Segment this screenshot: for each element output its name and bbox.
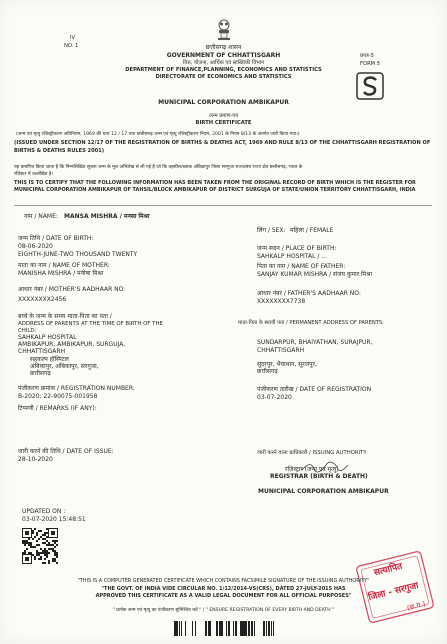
remarks-label: टिप्पणी / REMARKS (IF ANY):: [18, 405, 97, 412]
certify-en-1: THIS IS TO CERTIFY THAT THE FOLLOWING INFORMATION HAS BEEN TAKEN FROM THE ORIGINAL RECORD OF BIRTH WHICH IS THE REGISTER FOR: [14, 180, 416, 186]
sex-value: महिला / FEMALE: [290, 227, 334, 234]
authority-org: MUNICIPAL CORPORATION AMBIKAPUR: [258, 488, 389, 495]
certificate-title-hindi: जन्म प्रमाण-पत्र: [208, 113, 239, 119]
registration-number-label: पंजीकरण क्रमांक / REGISTRATION NUMBER:: [18, 385, 135, 392]
certify-hindi-1: यह प्रमाणित किया जाता है कि निम्नलिखित सूचना जन्म के मूल अभिलेख से ली गई है जो कि तहसील/ब्लाक अंबिकापुर जिला सरगुजा राज्य/संघ राज्य क्षेत्र छत्तीसगढ़, भारत के: [14, 165, 303, 170]
pob-label: जन्म स्थान / PLACE OF BIRTH:: [257, 245, 337, 252]
mother-aadhaar-label: आधार नंबर / MOTHER'S AADHAAR NO:: [18, 286, 126, 293]
mother-aadhaar-value: XXXXXXXX2456: [18, 296, 67, 303]
dept-title: DEPARTMENT OF FINANCE,PLANNING, ECONOMICS AND STATISTICS: [125, 67, 322, 73]
father-label: पिता का नाम / NAME OF FATHER:: [257, 263, 346, 270]
issue-date-value: 28-10-2020: [18, 456, 53, 463]
form-label: FORM 5: [360, 61, 381, 67]
footer-note-3: APPROVED THIS CERTIFICATE AS A VALID LEGAL DOCUMENT FOR ALL OFFICIAL PURPOSES": [95, 593, 352, 599]
municipal-title: MUNICIPAL CORPORATION AMBIKAPUR: [158, 99, 289, 106]
certify-en-2: MUNICIPAL CORPORATION AMBIKAPUR OF TAHSIL/BLOCK AMBIKAPUR OF DISTRICT SURGUJA OF STATE/UNION TERRITORY CHHATTISGARH, INDIA: [14, 187, 416, 193]
registrar-hindi: रजिस्ट्रार (जन्म एवं मृत्यु): [285, 466, 339, 473]
address-birth-hindi: बच्चे के जन्म के समय माता-पिता का पता /: [18, 313, 112, 320]
permanent-address-label: माता-पिता के स्थायी पता / PERMANENT ADDRESS OF PARENTS:: [238, 320, 384, 326]
sex-label: लिंग / SEX:: [257, 227, 286, 234]
dob-words: EIGHTH-JUNE-TWO THOUSAND TWENTY: [18, 251, 138, 258]
permanent-address-line1: SUNDARPUR, BHAIYATHAN, SURAJPUR,: [257, 339, 373, 346]
mother-label: माता का नाम / NAME OF MOTHER:: [18, 262, 110, 269]
address-birth-hindi-line3: छत्तीसगढ़: [30, 370, 51, 377]
name-value: MANSA MISHRA / मनसा मिश्रा: [64, 213, 150, 220]
issued-under-line2: BIRTHS & DEATHS RULES 2001): [14, 148, 105, 154]
footer-note-2: "THE GOVT. OF INDIA VIDE CIRCULAR NO. 1/12/2014-VS(CRS), DATED 27-JULY-2015 HAS: [101, 586, 346, 592]
registrar-title: REGISTRAR (BIRTH & DEATH): [270, 473, 368, 480]
updated-on-label: UPDATED ON :: [22, 508, 66, 515]
directorate-title: DIRECTORATE OF ECONOMICS AND STATISTICS: [155, 74, 292, 80]
qr-code: [22, 528, 58, 564]
stamp-text-middle: जिला - सरगुजा: [367, 580, 420, 604]
registration-date-label: पंजीकरण तारीख / DATE OF REGISTRATION: [257, 386, 372, 393]
father-aadhaar-label: आधार नंबर / FATHER'S AADHAAR NO:: [257, 290, 361, 297]
barcode: [172, 621, 276, 636]
certify-hindi-2: रजिस्टर में उल्लेखित है।: [14, 172, 54, 177]
dept-title-hindi: वित्त, योजना, आर्थिक एवं सांख्यिकी विभाग: [182, 60, 265, 66]
address-birth-hindi-line2: अंबिकापुर, अंबिकापुर, सरगुजा,: [30, 363, 99, 370]
certificate-title: BIRTH CERTIFICATE: [195, 120, 252, 126]
issued-under-hindi: (जन्म एवं मृत्यु रजिस्ट्रीकरण अधिनियम, 1969 की धारा 12 / 17 तथा छत्तीसगढ़ जन्म एवं मृत्यु रजिस्ट्रीकरण नियम, 2001 के नियम 8/13 के अंतर्गत जारी किया गया।): [16, 132, 300, 137]
address-birth-line1: SAHKALP HOSPITAL: [18, 334, 77, 341]
stamp-text-side: (छ.ग.): [406, 599, 427, 613]
left-code-2: NO. 1: [64, 43, 79, 49]
stamp-text-top: सत्यापित: [373, 561, 404, 579]
permanent-address-hindi-line2: छत्तीसगढ़: [257, 368, 278, 375]
gov-title: GOVERNMENT OF CHHATTISGARH: [166, 52, 281, 59]
permanent-address-line2: CHHATTISGARH: [257, 347, 305, 354]
permanent-address-hindi-line1: सुंदरपुर, भैयाथान, सूरजपुर,: [257, 361, 317, 368]
address-birth-line2: AMBIKAPUR, AMBIKAPUR, SURGUJA,: [18, 341, 126, 348]
crs-logo-icon: [356, 72, 384, 100]
left-code-1: IV: [70, 35, 76, 41]
form-label-hindi: प्रपत्र-5: [360, 53, 374, 59]
footer-note-1: "THIS IS A COMPUTER GENERATED CERTIFICATE WHICH CONTAINS FACSIMILE SIGNATURE OF THE ISSUING AUTHORITY": [77, 578, 370, 584]
national-emblem-icon: [215, 18, 233, 42]
address-birth-line3: CHHATTISGARH: [18, 348, 66, 355]
footer-note-4: " प्रत्येक जन्म एवं मृत्यु का पंजीकरण सुनिश्चित करें " / " ENSURE REGISTRATION OF EVERY BIRTH AND DEATH ": [112, 608, 335, 613]
issued-under-line1: (ISSUED UNDER SECTION 12/17 OF THE REGISTRATION OF BIRTHS & DEATHS ACT, 1969 AND RULE 8/13 OF THE CHHATTISGARH REGISTRATION OF: [14, 140, 431, 146]
divider: [14, 205, 432, 206]
dob-value: 08-06-2020: [18, 243, 53, 250]
updated-on-value: 03-07-2020 15:48:51: [22, 516, 86, 523]
father-value: SANJAY KUMAR MISHRA / संजय कुमार मिश्रा: [257, 271, 372, 278]
pob-value: SAHKALP HOSPITAL / ...: [257, 253, 327, 260]
registration-date-value: 03-07-2020: [257, 394, 292, 401]
issuing-authority-label: जारी करने वाला प्राधिकारी / ISSUING AUTHORITY: [257, 450, 367, 456]
address-birth-label: ADDRESS OF PARENTS AT THE TIME OF BIRTH OF THE CHILD:: [18, 321, 163, 335]
name-label: नाम / NAME:: [24, 213, 58, 220]
father-aadhaar-value: XXXXXXXX7738: [257, 298, 306, 305]
gov-title-hindi: छत्तीसगढ़ शासन: [205, 44, 242, 51]
dob-label: जन्म तिथि / DATE OF BIRTH:: [18, 235, 94, 242]
address-birth-hindi-line1: सहकल्प हॉस्पिटल: [30, 356, 69, 363]
mother-value: MANISHA MISHRA / मनीषा मिश्रा: [18, 270, 104, 277]
registration-number-value: B-2020: 22-90075-001958: [18, 393, 98, 400]
issue-date-label: जारी करने की तिथि / DATE OF ISSUE:: [18, 448, 114, 455]
